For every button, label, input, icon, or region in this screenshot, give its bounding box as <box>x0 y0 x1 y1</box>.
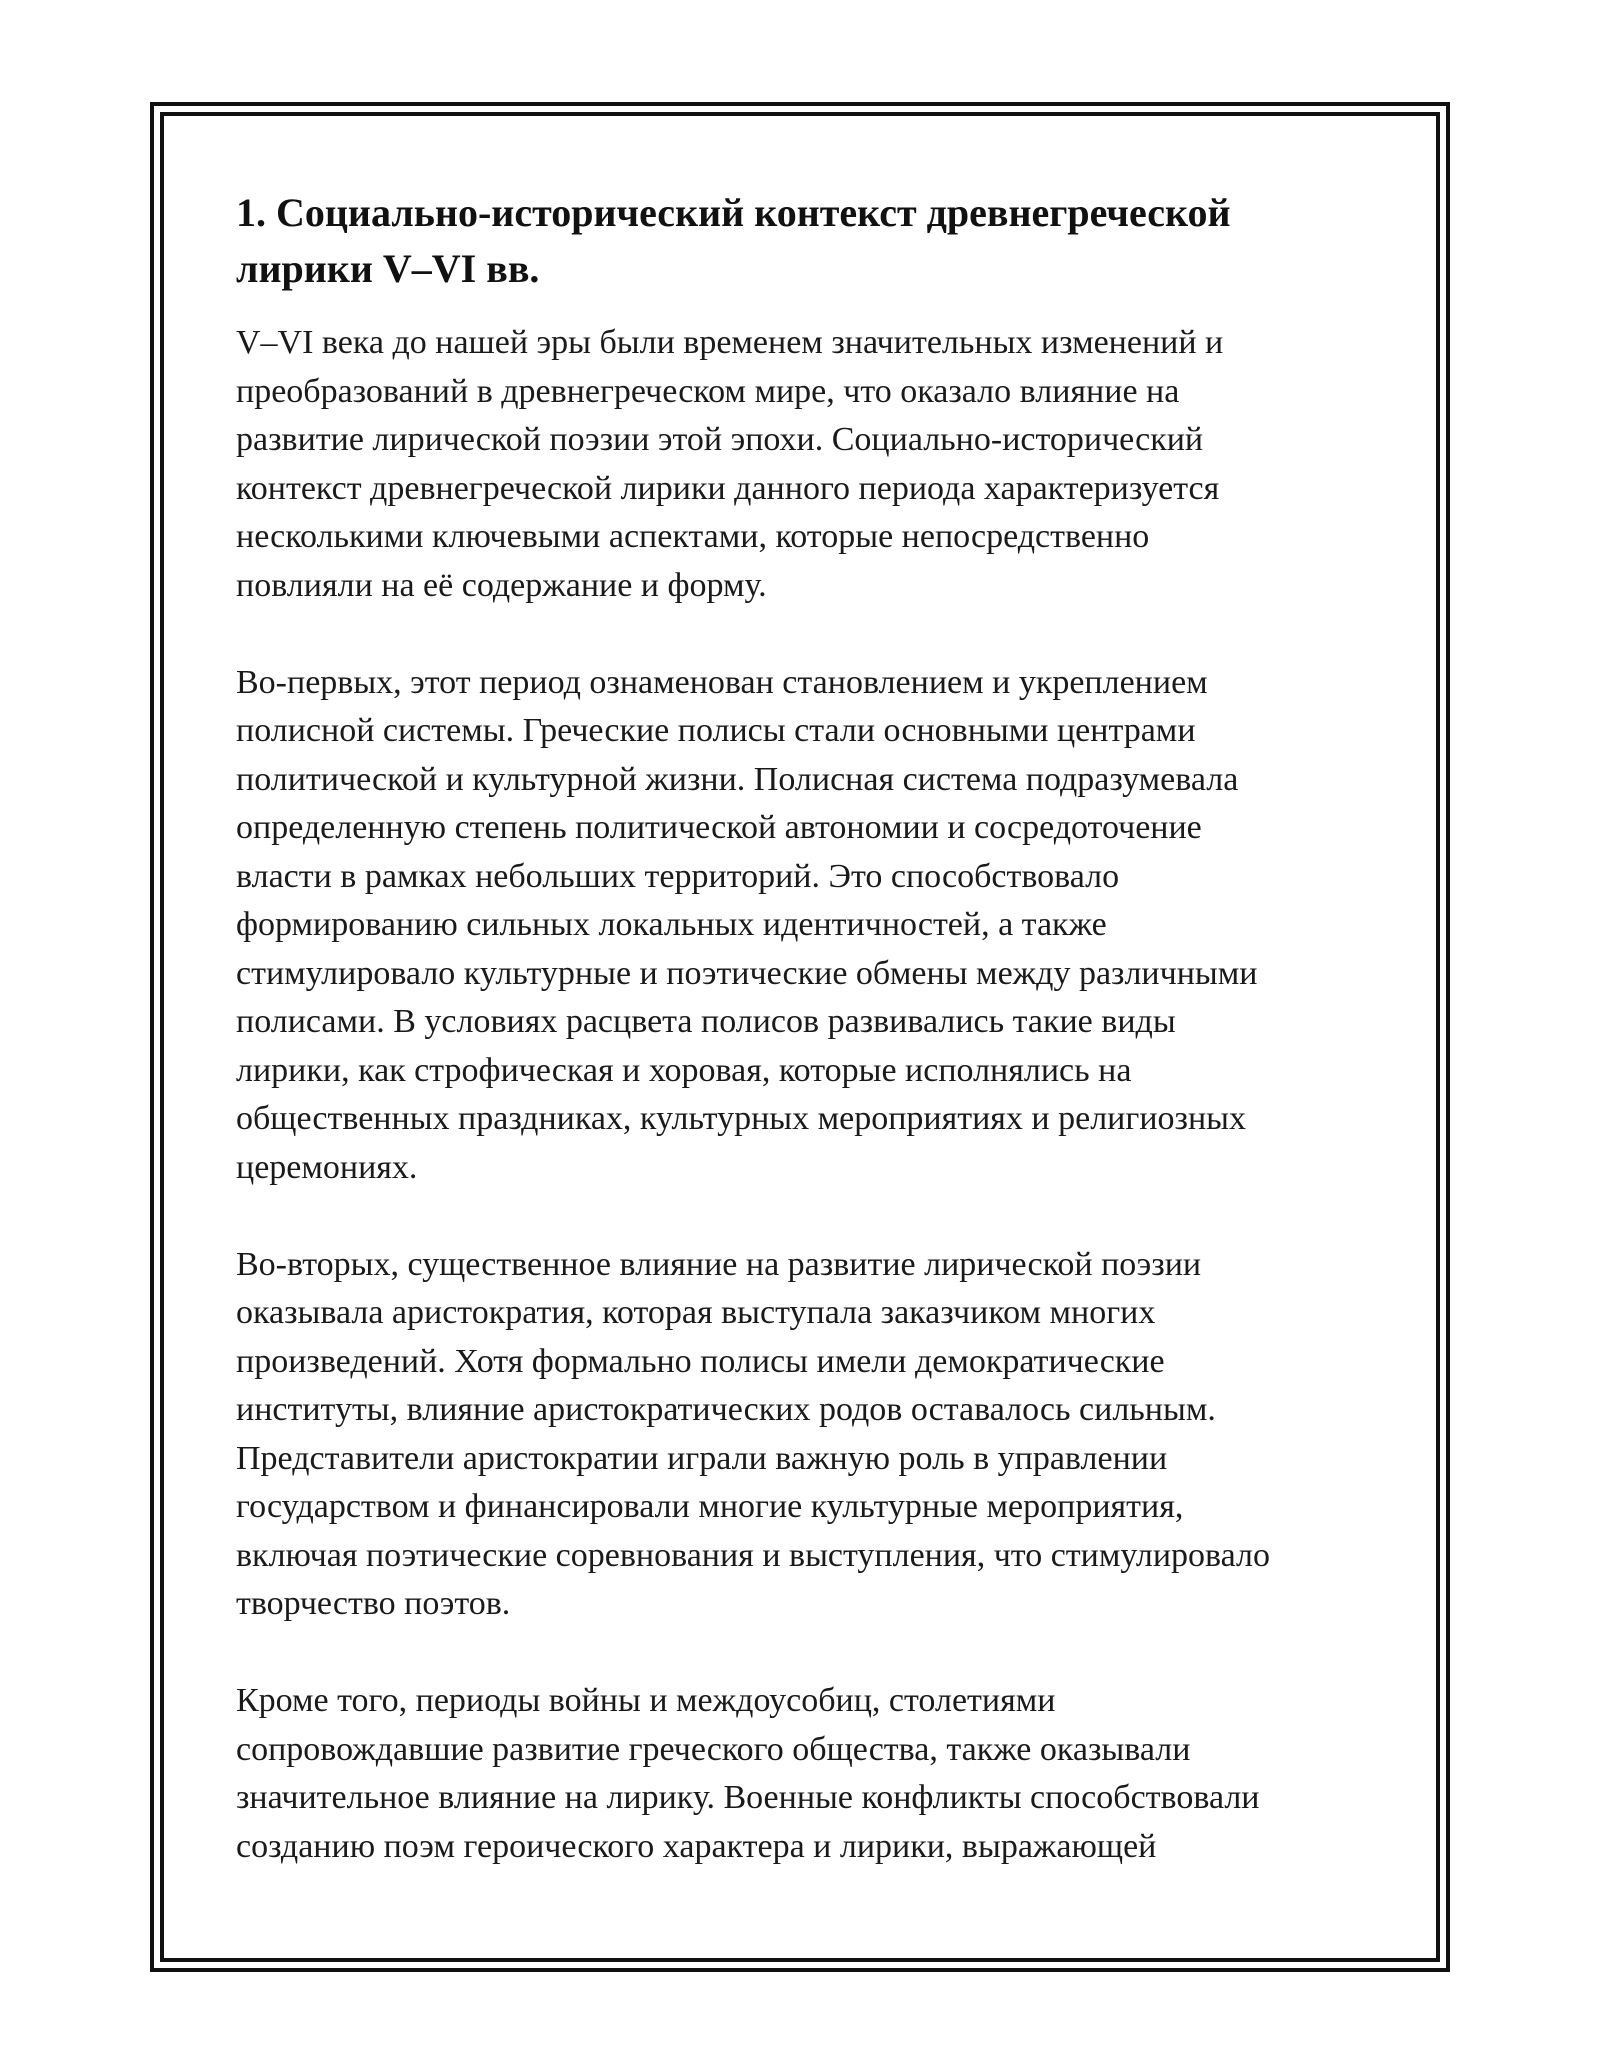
paragraph-polis <box>236 659 1376 1193</box>
text-line: значительное влияние на лирику. Военные конфликты способствовали <box>236 1779 1260 1816</box>
paragraph-wars <box>236 1677 1376 1871</box>
text-line: творчество поэтов. <box>236 1585 511 1622</box>
text-line: полисной системы. Греческие полисы стали основными центрами <box>236 712 1196 749</box>
text-line: контекст древнегреческой лирики данного периода характеризуется <box>236 469 1220 507</box>
text-line: включая поэтические соревнования и выступления, что стимулировало <box>236 1536 1270 1574</box>
text-line: определенную степень политической автономии и сосредоточение <box>236 809 1202 846</box>
text-line: развитие лирической поэзии этой эпохи. Социально-исторический <box>236 421 1204 458</box>
text-line: лирики, как строфическая и хоровая, которые исполнялись на <box>236 1051 1132 1089</box>
paragraph-aristocracy <box>236 1241 1376 1629</box>
text-line: оказывала аристократия, которая выступала заказчиком многих <box>236 1294 1156 1331</box>
text-line: Представители аристократии играли важную роль в управлении <box>236 1439 1168 1477</box>
text-line: преобразований в древнегреческом мире, что оказало влияние на <box>236 372 1180 410</box>
text-line: институты, влияние аристократических родов оставалось сильным. <box>236 1391 1216 1428</box>
text-line: стимулировало культурные и поэтические обмены между различными <box>236 954 1258 992</box>
text-line: церемониях. <box>236 1148 418 1186</box>
text-line: Во-вторых, существенное влияние на развитие лирической поэзии <box>236 1245 1202 1283</box>
document-body <box>236 185 1376 1920</box>
section-heading <box>236 185 1376 297</box>
text-line: политической и культурной жизни. Полисная система подразумевала <box>236 760 1239 798</box>
text-line: V–VI века до нашей эры были временем значительных изменений и <box>236 324 1224 361</box>
text-line: полисами. В условиях расцвета полисов развивались такие виды <box>236 1003 1176 1040</box>
text-line: Во-первых, этот период ознаменован становлением и укреплением <box>236 663 1208 701</box>
text-line: общественных праздниках, культурных мероприятиях и религиозных <box>236 1100 1246 1137</box>
heading-line: лирики V–VI вв. <box>236 246 540 291</box>
text-line: произведений. Хотя формально полисы имели демократические <box>236 1342 1165 1380</box>
text-line: формированию сильных локальных идентичностей, а также <box>236 906 1107 943</box>
text-line: Кроме того, периоды войны и междоусобиц, столетиями <box>236 1682 1056 1719</box>
text-line: созданию поэм героического характера и лирики, выражающей <box>236 1827 1157 1865</box>
text-line: власти в рамках небольших территорий. Это способствовало <box>236 857 1120 895</box>
text-line: повлияли на её содержание и форму. <box>236 566 767 604</box>
heading-line: 1. Социально-исторический контекст древнегреческой <box>236 190 1231 235</box>
paragraph-intro <box>236 319 1376 610</box>
text-line: сопровождавшие развитие греческого общества, также оказывали <box>236 1730 1191 1768</box>
text-line: несколькими ключевыми аспектами, которые непосредственно <box>236 518 1150 555</box>
text-line: государством и финансировали многие культурные мероприятия, <box>236 1488 1184 1525</box>
